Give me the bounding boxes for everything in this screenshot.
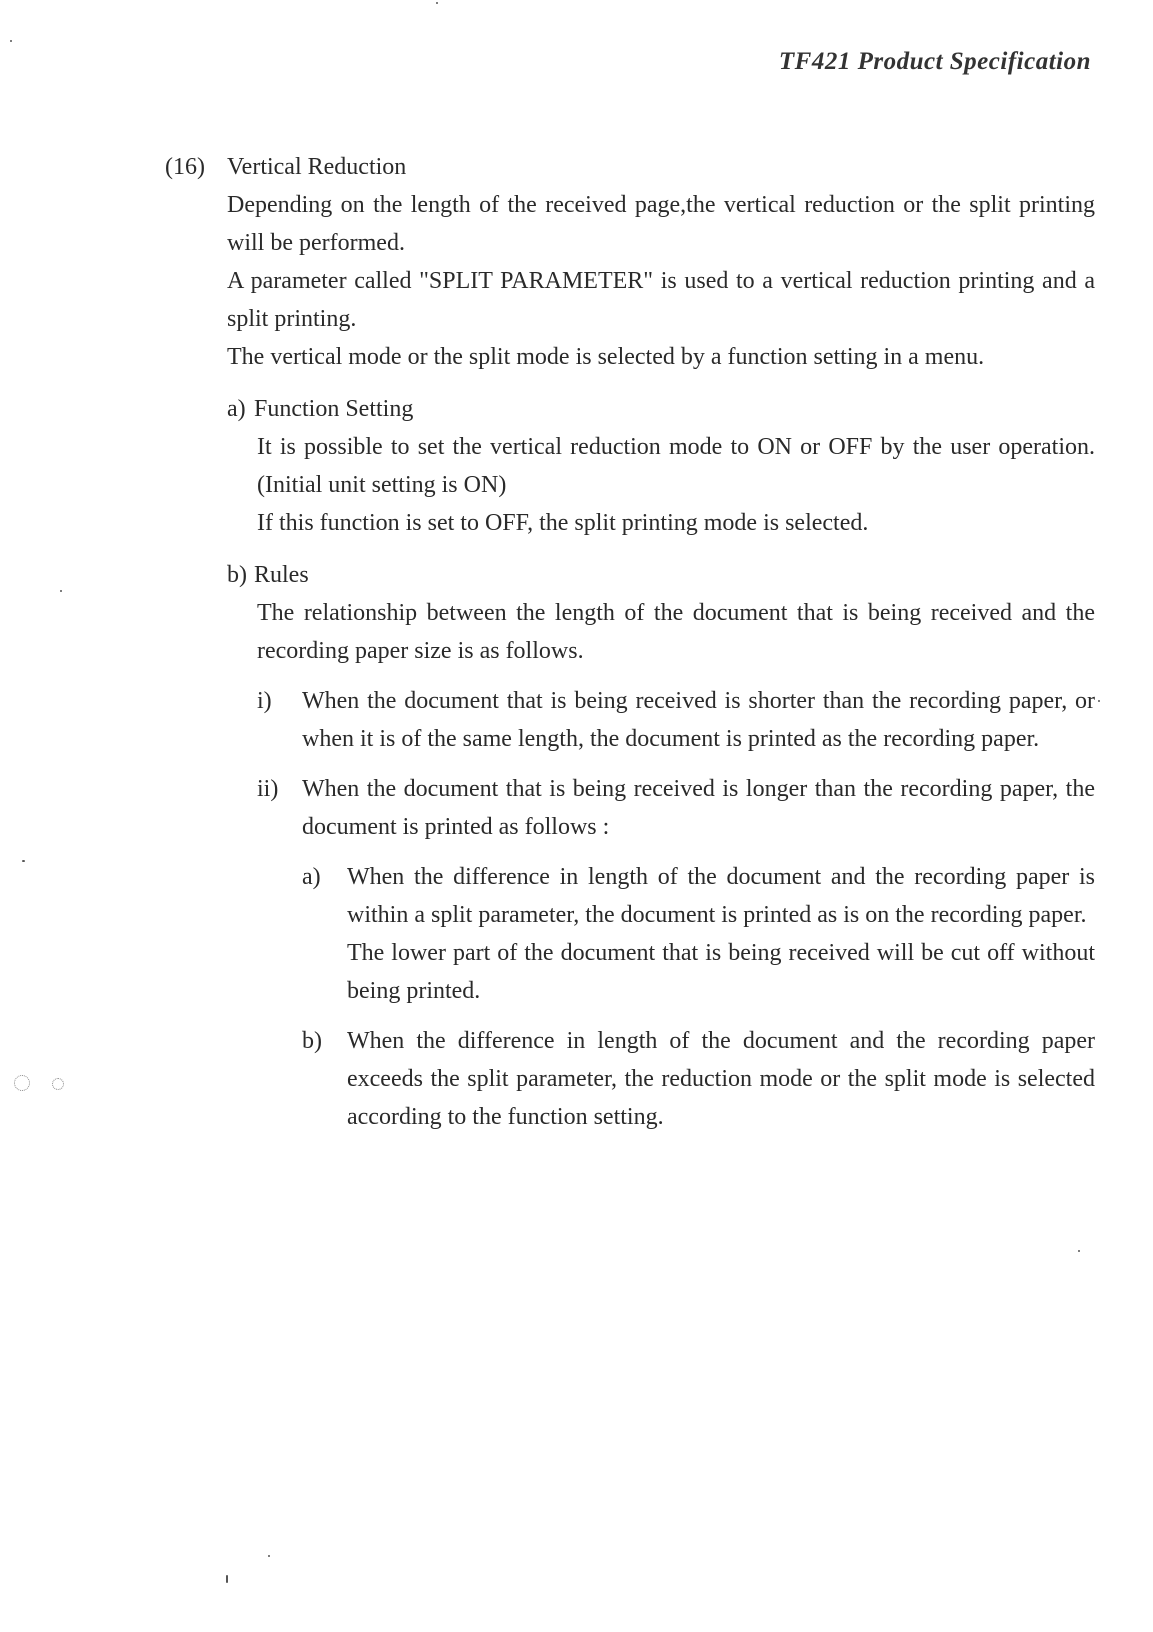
subsection-heading (227, 556, 1095, 594)
subsection-number: a) (227, 396, 246, 422)
list-item-text: When the document that is being received is shorter than the recording paper, or when it is of the same length, the document is printed as the recording paper. (302, 688, 1095, 752)
scan-speck (436, 2, 438, 4)
scan-speck (226, 1575, 228, 1583)
section-title: Vertical Reduction (227, 154, 407, 180)
subsection-title: Rules (254, 562, 309, 588)
subsection-body (257, 594, 1095, 670)
nested-list-item-text: When the difference in length of the document and the recording paper exceeds the split parameter, the reduction mode or the split mode is selected according to the function setting. (347, 1028, 1095, 1130)
subsection-paragraph: If this function is set to OFF, the split printing mode is selected. (257, 510, 869, 536)
nested-list-item (302, 858, 1095, 1010)
scan-speck (268, 1555, 270, 1557)
list-item-number: ii) (257, 776, 279, 802)
nested-list-item-number: a) (302, 864, 321, 890)
scan-speck (14, 1075, 30, 1091)
page-header: TF421 Product Specification (778, 48, 1091, 75)
function-setting-subsection (227, 390, 1095, 542)
subsection-paragraph: It is possible to set the vertical reduction mode to ON or OFF by the user operation. (Initial unit setting is ON) (257, 434, 1095, 498)
subsection-heading (227, 390, 1095, 428)
section-body (227, 186, 1095, 376)
subsection-body (257, 428, 1095, 542)
nested-list-item-text: When the difference in length of the document and the recording paper is within a split parameter, the document is printed as is on the recording paper. (347, 864, 1095, 928)
scan-speck (10, 40, 12, 42)
subsection-number: b) (227, 562, 247, 588)
section-paragraph: Depending on the length of the received page,the vertical reduction or the split printing will be performed. (227, 192, 1095, 256)
scan-speck (52, 1078, 64, 1090)
nested-list-item-number: b) (302, 1028, 322, 1054)
section-paragraph: A parameter called "SPLIT PARAMETER" is used to a vertical reduction printing and a split printing. (227, 268, 1095, 332)
scan-speck (1098, 700, 1100, 702)
section-number: (16) (165, 154, 205, 180)
scan-speck (60, 590, 62, 592)
section-paragraph: The vertical mode or the split mode is selected by a function setting in a menu. (227, 344, 985, 370)
rules-subsection (227, 556, 1095, 1136)
list-item (257, 682, 1095, 758)
nested-list-item-text: The lower part of the document that is being received will be cut off without being printed. (347, 940, 1095, 1004)
list-item (257, 770, 1095, 1136)
list-item-number: i) (257, 688, 272, 714)
subsection-title: Function Setting (254, 396, 414, 422)
section-content (165, 148, 1095, 1136)
scan-speck (22, 860, 25, 862)
rules-intro: The relationship between the length of the document that is being received and the recording paper size is as follows. (257, 600, 1095, 664)
scan-speck (1078, 1250, 1080, 1252)
section-heading (165, 148, 1095, 186)
nested-list-item (302, 1022, 1095, 1136)
list-item-text: When the document that is being received is longer than the recording paper, the document is printed as follows : (302, 776, 1095, 840)
